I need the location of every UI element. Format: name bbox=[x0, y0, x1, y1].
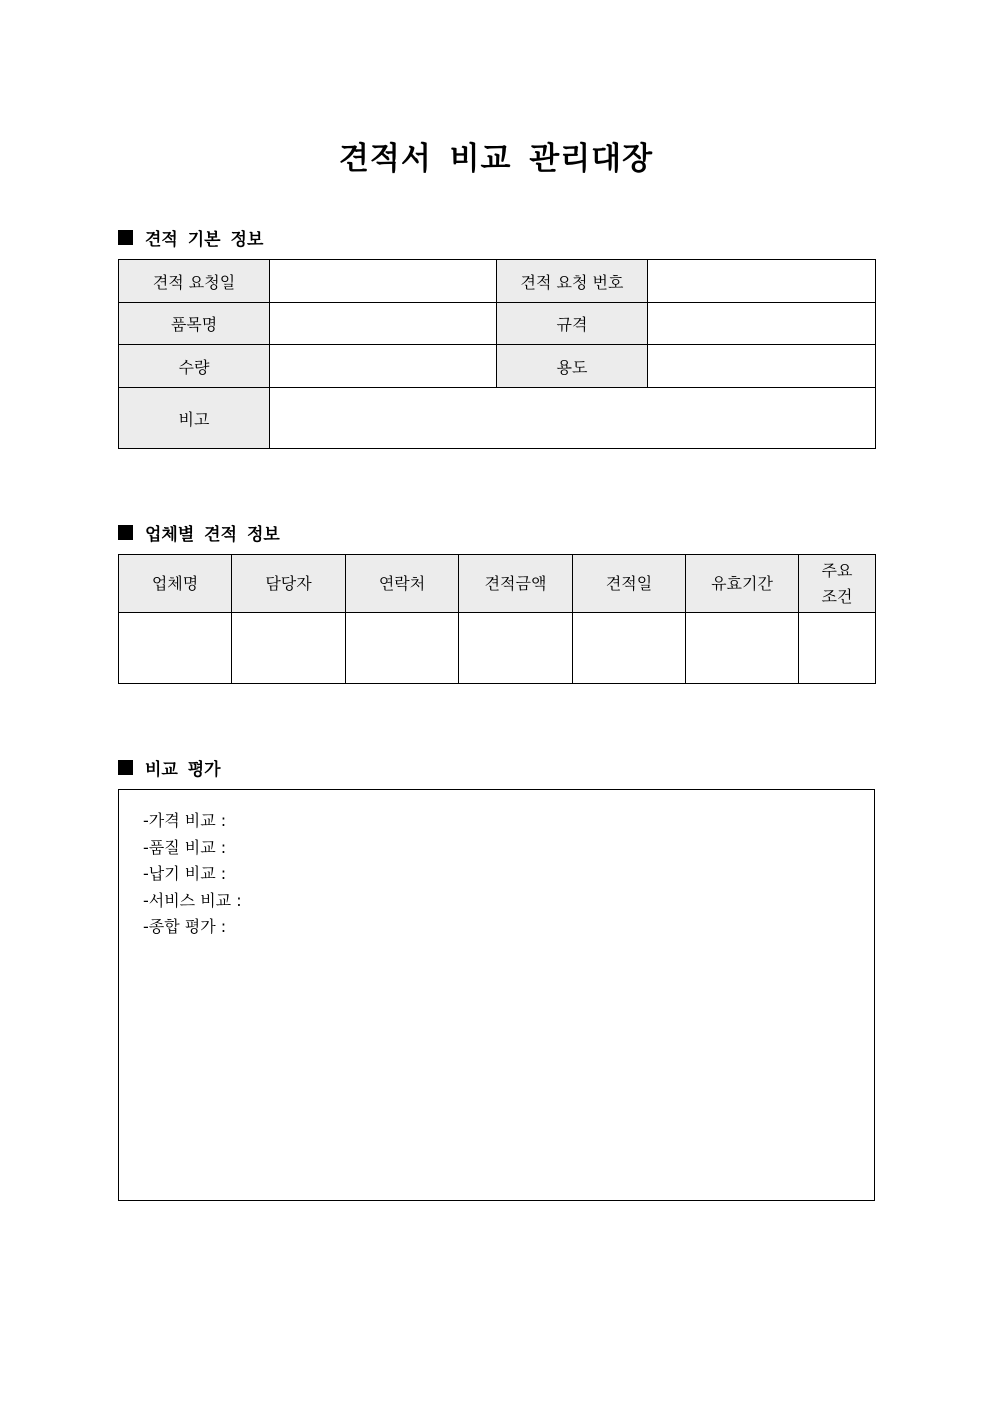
request-number-label: 견적 요청 번호 bbox=[497, 260, 648, 303]
column-header-validity-period: 유효기간 bbox=[686, 555, 799, 613]
section-heading-vendor-quotes bbox=[118, 520, 280, 545]
remarks-label: 비고 bbox=[119, 388, 270, 449]
table-row bbox=[119, 303, 876, 345]
item-name-field[interactable] bbox=[270, 303, 497, 345]
phone-cell[interactable] bbox=[346, 613, 459, 684]
section-heading-text: 업체별 견적 정보 bbox=[145, 525, 280, 545]
request-date-field[interactable] bbox=[270, 260, 497, 303]
purpose-label: 용도 bbox=[497, 345, 648, 388]
vendor-quotes-table bbox=[118, 554, 876, 684]
remarks-field[interactable] bbox=[270, 388, 876, 449]
evaluation-box[interactable] bbox=[118, 789, 875, 1201]
request-date-label: 견적 요청일 bbox=[119, 260, 270, 303]
table-header-row bbox=[119, 555, 876, 613]
section-heading-evaluation bbox=[118, 755, 221, 780]
table-row bbox=[119, 345, 876, 388]
purpose-field[interactable] bbox=[648, 345, 876, 388]
delivery-comparison-line: -납기 비교 : bbox=[143, 864, 227, 883]
item-name-label: 품목명 bbox=[119, 303, 270, 345]
column-header-quote-amount: 견적금액 bbox=[459, 555, 573, 613]
column-header-main-terms-line2: 조건 bbox=[821, 586, 853, 606]
table-row bbox=[119, 613, 876, 684]
square-bullet-icon bbox=[118, 230, 133, 245]
price-comparison-line: -가격 비교 : bbox=[143, 811, 227, 830]
quantity-label: 수량 bbox=[119, 345, 270, 388]
quote-date-cell[interactable] bbox=[573, 613, 686, 684]
main-terms-cell[interactable] bbox=[799, 613, 876, 684]
column-header-quote-date: 견적일 bbox=[573, 555, 686, 613]
specification-label: 규격 bbox=[497, 303, 648, 345]
table-row bbox=[119, 388, 876, 449]
service-comparison-line: -서비스 비교 : bbox=[143, 890, 242, 910]
specification-field[interactable] bbox=[648, 303, 876, 345]
square-bullet-icon bbox=[118, 525, 133, 540]
square-bullet-icon bbox=[118, 760, 133, 775]
section-heading-text: 비교 평가 bbox=[145, 760, 221, 780]
evaluation-lines bbox=[143, 808, 242, 941]
quote-amount-cell[interactable] bbox=[459, 613, 573, 684]
column-header-phone: 연락처 bbox=[346, 555, 459, 613]
overall-evaluation-line: -종합 평가 : bbox=[143, 917, 227, 936]
column-header-vendor-name: 업체명 bbox=[119, 555, 232, 613]
section-heading-text: 견적 기본 정보 bbox=[145, 230, 264, 250]
request-number-field[interactable] bbox=[648, 260, 876, 303]
document-title: 견적서 비교 관리대장 bbox=[338, 141, 654, 177]
contact-person-cell[interactable] bbox=[232, 613, 346, 684]
validity-period-cell[interactable] bbox=[686, 613, 799, 684]
quality-comparison-line: -품질 비교 : bbox=[143, 837, 227, 857]
basic-info-table bbox=[118, 259, 876, 449]
vendor-name-cell[interactable] bbox=[119, 613, 232, 684]
column-header-contact-person: 담당자 bbox=[232, 555, 346, 613]
column-header-main-terms-line1: 주요 bbox=[821, 560, 853, 580]
column-header-main-terms bbox=[799, 555, 876, 613]
table-row bbox=[119, 260, 876, 303]
section-heading-basic-info bbox=[118, 225, 263, 250]
quantity-field[interactable] bbox=[270, 345, 497, 388]
